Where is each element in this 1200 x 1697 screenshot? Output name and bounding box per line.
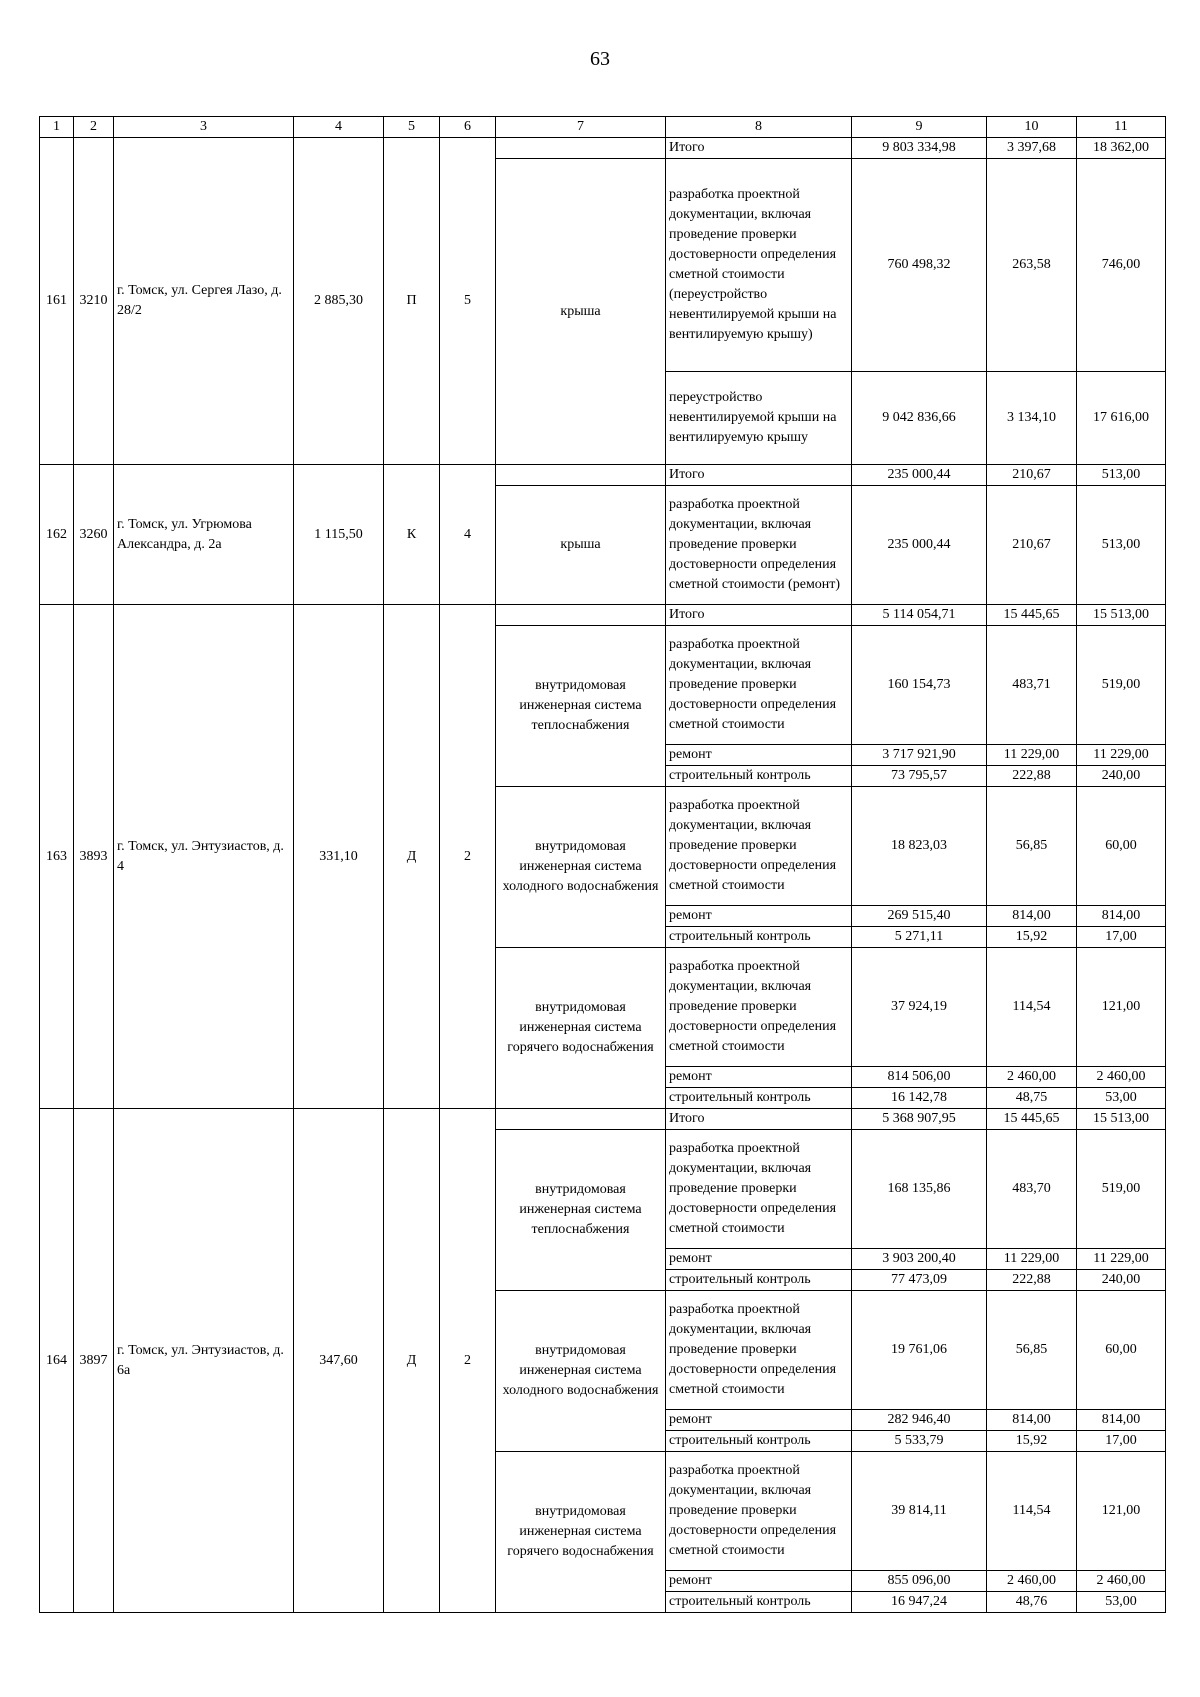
floors: 4 bbox=[440, 465, 496, 605]
limit: 17,00 bbox=[1077, 1431, 1166, 1452]
work-type: разработка проектной документации, включая проведение проверки достоверности определения сметной стоимости bbox=[666, 1291, 852, 1410]
limit: 814,00 bbox=[1077, 906, 1166, 927]
sum: 73 795,57 bbox=[852, 766, 987, 787]
unit-cost: 2 460,00 bbox=[987, 1571, 1077, 1592]
floors: 2 bbox=[440, 605, 496, 1109]
unit-cost: 114,54 bbox=[987, 948, 1077, 1067]
unit-cost: 48,76 bbox=[987, 1592, 1077, 1613]
sum: 269 515,40 bbox=[852, 906, 987, 927]
work-type: ремонт bbox=[666, 1410, 852, 1431]
unit-cost: 11 229,00 bbox=[987, 745, 1077, 766]
limit: 519,00 bbox=[1077, 626, 1166, 745]
header-cell: 2 bbox=[74, 117, 114, 138]
work-type: разработка проектной документации, включая проведение проверки достоверности определения сметной стоимости bbox=[666, 948, 852, 1067]
system-name: внутридомовая инженерная система теплоснабжения bbox=[496, 1130, 666, 1291]
total-label: Итого bbox=[666, 605, 852, 626]
table-row bbox=[40, 1109, 1166, 1130]
limit: 53,00 bbox=[1077, 1088, 1166, 1109]
header-cell: 6 bbox=[440, 117, 496, 138]
work-type: ремонт bbox=[666, 906, 852, 927]
unit-cost: 15,92 bbox=[987, 927, 1077, 948]
sum: 760 498,32 bbox=[852, 159, 987, 372]
sum: 37 924,19 bbox=[852, 948, 987, 1067]
system-name: внутридомовая инженерная система горячего водоснабжения bbox=[496, 1452, 666, 1613]
unit-cost: 3 134,10 bbox=[987, 372, 1077, 465]
total-sum: 5 114 054,71 bbox=[852, 605, 987, 626]
work-type: переустройство невентилируемой крыши на вентилируемую крышу bbox=[666, 372, 852, 465]
unit-cost: 263,58 bbox=[987, 159, 1077, 372]
unit-cost: 11 229,00 bbox=[987, 1249, 1077, 1270]
system-name: внутридомовая инженерная система холодного водоснабжения bbox=[496, 1291, 666, 1452]
work-type: строительный контроль bbox=[666, 1431, 852, 1452]
total-label: Итого bbox=[666, 465, 852, 486]
total-system-cell bbox=[496, 138, 666, 159]
unit-cost: 15,92 bbox=[987, 1431, 1077, 1452]
sum: 282 946,40 bbox=[852, 1410, 987, 1431]
work-type: разработка проектной документации, включая проведение проверки достоверности определения сметной стоимости (ремонт) bbox=[666, 486, 852, 605]
work-type: ремонт bbox=[666, 1571, 852, 1592]
unit-cost: 2 460,00 bbox=[987, 1067, 1077, 1088]
wall-material: К bbox=[384, 465, 440, 605]
wall-material: П bbox=[384, 138, 440, 465]
sum: 3 717 921,90 bbox=[852, 745, 987, 766]
table-row bbox=[40, 605, 1166, 626]
unit-cost: 210,67 bbox=[987, 486, 1077, 605]
system-name: внутридомовая инженерная система холодного водоснабжения bbox=[496, 787, 666, 948]
total-limit: 18 362,00 bbox=[1077, 138, 1166, 159]
work-type: ремонт bbox=[666, 1249, 852, 1270]
area: 2 885,30 bbox=[294, 138, 384, 465]
header-row bbox=[40, 117, 1166, 138]
sum: 235 000,44 bbox=[852, 486, 987, 605]
unit-cost: 56,85 bbox=[987, 787, 1077, 906]
total-system-cell bbox=[496, 465, 666, 486]
total-unit: 15 445,65 bbox=[987, 605, 1077, 626]
address: г. Томск, ул. Сергея Лазо, д. 28/2 bbox=[114, 138, 294, 465]
work-type: ремонт bbox=[666, 745, 852, 766]
unit-cost: 48,75 bbox=[987, 1088, 1077, 1109]
limit: 240,00 bbox=[1077, 1270, 1166, 1291]
limit: 746,00 bbox=[1077, 159, 1166, 372]
limit: 17 616,00 bbox=[1077, 372, 1166, 465]
work-type: строительный контроль bbox=[666, 766, 852, 787]
unit-cost: 222,88 bbox=[987, 1270, 1077, 1291]
limit: 60,00 bbox=[1077, 787, 1166, 906]
sum: 160 154,73 bbox=[852, 626, 987, 745]
work-type: ремонт bbox=[666, 1067, 852, 1088]
total-unit: 15 445,65 bbox=[987, 1109, 1077, 1130]
sum: 5 271,11 bbox=[852, 927, 987, 948]
header-cell: 5 bbox=[384, 117, 440, 138]
sum: 814 506,00 bbox=[852, 1067, 987, 1088]
sum: 16 947,24 bbox=[852, 1592, 987, 1613]
sum: 855 096,00 bbox=[852, 1571, 987, 1592]
system-name: внутридомовая инженерная система горячего водоснабжения bbox=[496, 948, 666, 1109]
work-type: строительный контроль bbox=[666, 1088, 852, 1109]
header-cell: 7 bbox=[496, 117, 666, 138]
row-number: 163 bbox=[40, 605, 74, 1109]
total-sum: 5 368 907,95 bbox=[852, 1109, 987, 1130]
unit-cost: 56,85 bbox=[987, 1291, 1077, 1410]
limit: 11 229,00 bbox=[1077, 1249, 1166, 1270]
unit-cost: 222,88 bbox=[987, 766, 1077, 787]
work-type: разработка проектной документации, включая проведение проверки достоверности определения сметной стоимости bbox=[666, 1130, 852, 1249]
work-type: разработка проектной документации, включая проведение проверки достоверности определения сметной стоимости bbox=[666, 626, 852, 745]
total-unit: 210,67 bbox=[987, 465, 1077, 486]
system-name: крыша bbox=[496, 159, 666, 465]
limit: 17,00 bbox=[1077, 927, 1166, 948]
total-limit: 15 513,00 bbox=[1077, 1109, 1166, 1130]
floors: 5 bbox=[440, 138, 496, 465]
total-sum: 235 000,44 bbox=[852, 465, 987, 486]
work-type: строительный контроль bbox=[666, 927, 852, 948]
row-number: 161 bbox=[40, 138, 74, 465]
sum: 168 135,86 bbox=[852, 1130, 987, 1249]
system-name: крыша bbox=[496, 486, 666, 605]
wall-material: Д bbox=[384, 1109, 440, 1613]
house-code: 3897 bbox=[74, 1109, 114, 1613]
limit: 513,00 bbox=[1077, 486, 1166, 605]
total-unit: 3 397,68 bbox=[987, 138, 1077, 159]
house-code: 3260 bbox=[74, 465, 114, 605]
total-system-cell bbox=[496, 605, 666, 626]
limit: 53,00 bbox=[1077, 1592, 1166, 1613]
header-cell: 4 bbox=[294, 117, 384, 138]
wall-material: Д bbox=[384, 605, 440, 1109]
address: г. Томск, ул. Угрюмова Александра, д. 2а bbox=[114, 465, 294, 605]
page-number: 63 bbox=[590, 48, 610, 70]
work-type: разработка проектной документации, включая проведение проверки достоверности определения сметной стоимости (переустройство невентилируемой крыши на вентилируемую крышу) bbox=[666, 159, 852, 372]
sum: 18 823,03 bbox=[852, 787, 987, 906]
unit-cost: 114,54 bbox=[987, 1452, 1077, 1571]
work-type: строительный контроль bbox=[666, 1592, 852, 1613]
sum: 9 042 836,66 bbox=[852, 372, 987, 465]
total-label: Итого bbox=[666, 138, 852, 159]
unit-cost: 483,71 bbox=[987, 626, 1077, 745]
unit-cost: 814,00 bbox=[987, 906, 1077, 927]
limit: 519,00 bbox=[1077, 1130, 1166, 1249]
work-type: разработка проектной документации, включая проведение проверки достоверности определения сметной стоимости bbox=[666, 787, 852, 906]
table-row bbox=[40, 138, 1166, 159]
header-cell: 1 bbox=[40, 117, 74, 138]
header-cell: 3 bbox=[114, 117, 294, 138]
table-row bbox=[40, 465, 1166, 486]
sum: 77 473,09 bbox=[852, 1270, 987, 1291]
house-code: 3210 bbox=[74, 138, 114, 465]
sum: 5 533,79 bbox=[852, 1431, 987, 1452]
limit: 240,00 bbox=[1077, 766, 1166, 787]
floors: 2 bbox=[440, 1109, 496, 1613]
total-limit: 513,00 bbox=[1077, 465, 1166, 486]
unit-cost: 483,70 bbox=[987, 1130, 1077, 1249]
total-limit: 15 513,00 bbox=[1077, 605, 1166, 626]
total-system-cell bbox=[496, 1109, 666, 1130]
work-type: строительный контроль bbox=[666, 1270, 852, 1291]
address: г. Томск, ул. Энтузиастов, д. 6а bbox=[114, 1109, 294, 1613]
header-cell: 10 bbox=[987, 117, 1077, 138]
limit: 11 229,00 bbox=[1077, 745, 1166, 766]
area: 347,60 bbox=[294, 1109, 384, 1613]
work-type: разработка проектной документации, включая проведение проверки достоверности определения сметной стоимости bbox=[666, 1452, 852, 1571]
limit: 121,00 bbox=[1077, 1452, 1166, 1571]
address: г. Томск, ул. Энтузиастов, д. 4 bbox=[114, 605, 294, 1109]
unit-cost: 814,00 bbox=[987, 1410, 1077, 1431]
limit: 121,00 bbox=[1077, 948, 1166, 1067]
limit: 2 460,00 bbox=[1077, 1067, 1166, 1088]
total-label: Итого bbox=[666, 1109, 852, 1130]
sum: 16 142,78 bbox=[852, 1088, 987, 1109]
system-name: внутридомовая инженерная система теплоснабжения bbox=[496, 626, 666, 787]
limit: 60,00 bbox=[1077, 1291, 1166, 1410]
row-number: 164 bbox=[40, 1109, 74, 1613]
area: 331,10 bbox=[294, 605, 384, 1109]
house-code: 3893 bbox=[74, 605, 114, 1109]
limit: 814,00 bbox=[1077, 1410, 1166, 1431]
header-cell: 9 bbox=[852, 117, 987, 138]
sum: 19 761,06 bbox=[852, 1291, 987, 1410]
row-number: 162 bbox=[40, 465, 74, 605]
limit: 2 460,00 bbox=[1077, 1571, 1166, 1592]
capital-repair-table bbox=[39, 116, 1166, 1613]
sum: 39 814,11 bbox=[852, 1452, 987, 1571]
sum: 3 903 200,40 bbox=[852, 1249, 987, 1270]
header-cell: 11 bbox=[1077, 117, 1166, 138]
area: 1 115,50 bbox=[294, 465, 384, 605]
total-sum: 9 803 334,98 bbox=[852, 138, 987, 159]
header-cell: 8 bbox=[666, 117, 852, 138]
